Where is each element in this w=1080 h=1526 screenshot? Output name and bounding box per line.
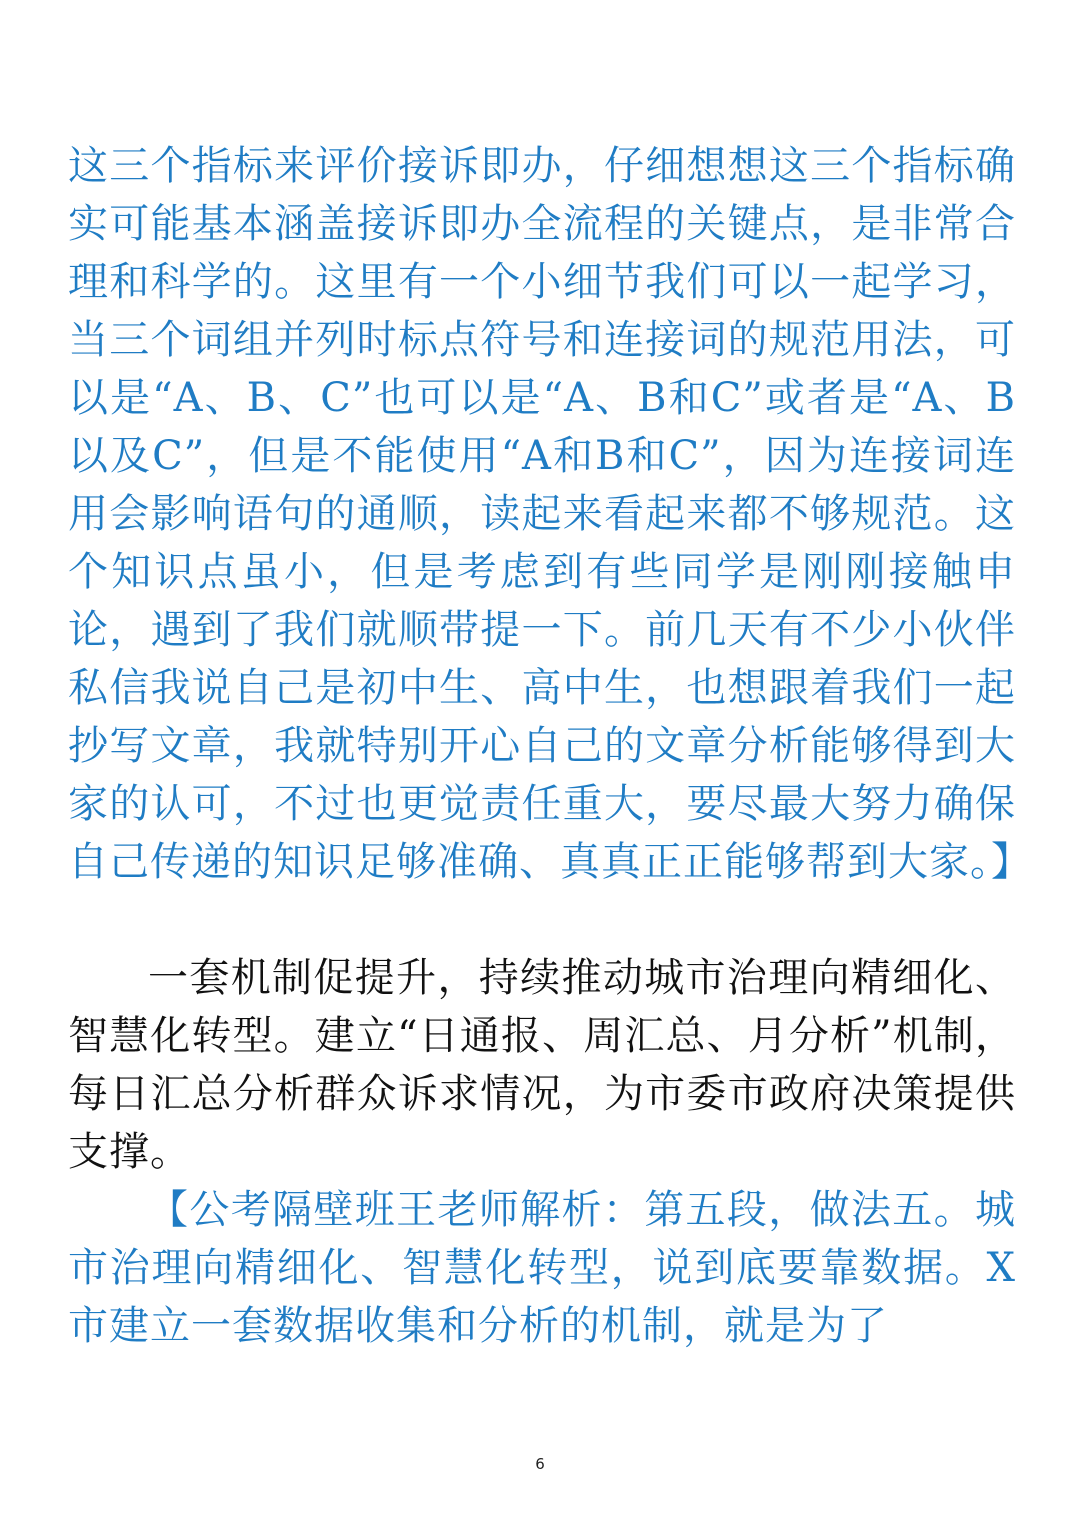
analysis-paragraph-section-five: 【公考隔壁班王老师解析：第五段，做法五。城市治理向精细化、智慧化转型，说到底要靠数据。X市建立一套数据收集和分析的机制，就是为了 [68,1187,1016,1349]
page-number: 6 [535,1455,545,1473]
body-paragraph-mechanism: 一套机制促提升，持续推动城市治理向精细化、智慧化转型。建立“日通报、周汇总、月分析”机制，每日汇总分析群众诉求情况，为市委市政府决策提供支撑。 [68,955,1016,1175]
analysis-paragraph-continued: 这三个指标来评价接诉即办，仔细想想这三个指标确实可能基本涵盖接诉即办全流程的关键点，是非常合理和科学的。这里有一个小细节我们可以一起学习，当三个词组并列时标点符号和连接词的规范用法，可以是“A、B、C”也可以是“A、B和C”或者是“A、B以及C”，但是不能使用“A和B和C”，因为连接词连用会影响语句的通顺，读起来看起来都不够规范。这个知识点虽小，但是考虑到有些同学是刚刚接触申论，遇到了我们就顺带提一下。前几天有不少小伙伴私信我说自己是初中生、高中生，也想跟着我们一起抄写文章，我就特别开心自己的文章分析能够得到大家的认可，不过也更觉责任重大，要尽最大努力确保自己传递的知识足够准确、真真正正能够帮到大家。】 [68,143,1032,885]
